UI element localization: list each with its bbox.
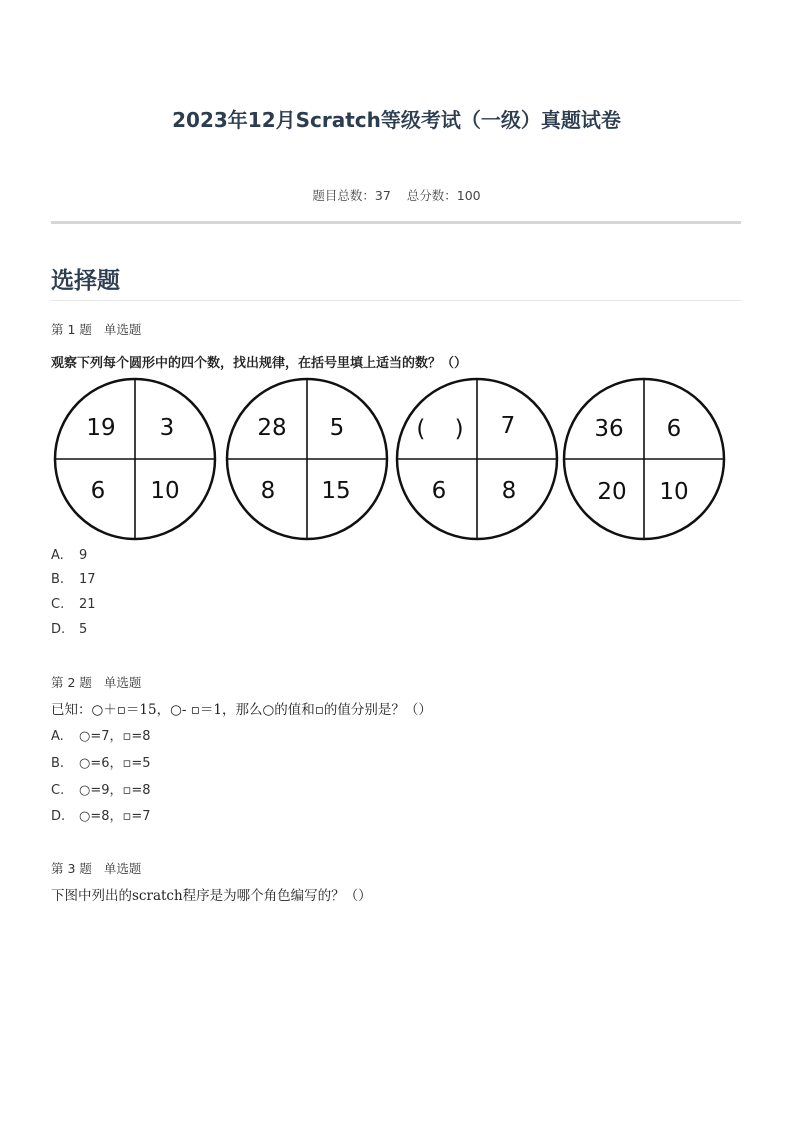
- question-2-text: 已知：○＋▫＝15，○- ▫＝1，那么○的值和▫的值分别是？（）: [51, 702, 432, 718]
- option-label: B.: [51, 756, 65, 771]
- circle-3-top-right: 7: [500, 413, 516, 439]
- question-2-number: 第 2 题: [51, 675, 92, 690]
- header-divider: [51, 221, 741, 224]
- option-text: 9: [79, 548, 88, 563]
- circle-4-top-right: 6: [666, 416, 682, 442]
- option-text: 21: [79, 597, 96, 612]
- total-score: 总分数：100: [406, 188, 481, 203]
- total-questions: 题目总数：37: [312, 188, 391, 203]
- question-2-header: [51, 673, 141, 691]
- circle-4: [564, 379, 724, 539]
- number-circles-figure: [52, 376, 732, 546]
- option-text: 5: [79, 622, 88, 637]
- option-text: ○=8，▫=7: [79, 809, 151, 824]
- question-3-header: [51, 859, 141, 877]
- circle-1-bottom-right: 10: [150, 478, 180, 504]
- question-1-number: 第 1 题: [51, 322, 92, 337]
- question-1-option-d[interactable]: [51, 622, 87, 637]
- exam-meta: [0, 186, 793, 204]
- question-1-option-c[interactable]: [51, 597, 96, 612]
- circle-1-top-left: 19: [86, 415, 116, 441]
- circle-2-bottom-left: 8: [260, 478, 276, 504]
- question-2-type: 单选题: [103, 675, 142, 690]
- number-circles-svg: [52, 376, 732, 542]
- exam-title: 2023年12月Scratch等级考试（一级）真题试卷: [172, 108, 621, 132]
- option-label: D.: [51, 622, 66, 637]
- option-label: D.: [51, 809, 66, 824]
- circle-4-top-left: 36: [594, 416, 624, 442]
- option-label: A.: [51, 548, 64, 563]
- section-title: 选择题: [51, 268, 120, 294]
- question-1-option-a[interactable]: [51, 548, 87, 563]
- circle-3-bottom-left: 6: [431, 478, 447, 504]
- circle-2-top-left: 28: [257, 415, 287, 441]
- circle-4-bottom-left: 20: [597, 479, 627, 505]
- option-text: ○=7，▫=8: [79, 729, 151, 744]
- circle-1: [55, 379, 215, 539]
- option-text: ○=6，▫=5: [79, 756, 151, 771]
- section-divider: [51, 300, 741, 301]
- question-3-type: 单选题: [103, 861, 142, 876]
- question-1-header: [51, 320, 141, 338]
- circle-2-top-right: 5: [329, 415, 345, 441]
- option-label: C.: [51, 597, 65, 612]
- circle-2-bottom-right: 15: [321, 478, 351, 504]
- circle-1-top-right: 3: [159, 415, 175, 441]
- circle-1-bottom-left: 6: [90, 478, 106, 504]
- question-1-option-b[interactable]: [51, 572, 96, 587]
- question-2-option-c[interactable]: [51, 779, 150, 798]
- option-text: ○=9，▫=8: [79, 783, 151, 798]
- question-2-option-a[interactable]: [51, 725, 150, 744]
- circle-2: [227, 379, 387, 539]
- question-2-option-b[interactable]: [51, 752, 150, 771]
- option-label: B.: [51, 572, 65, 587]
- circle-3-bottom-right: 8: [501, 478, 517, 504]
- question-1-text: 观察下列每个圆形中的四个数，找出规律，在括号里填上适当的数？（）: [51, 356, 468, 371]
- circle-3-top-left-blank: ( ): [416, 416, 464, 442]
- option-text: 17: [79, 572, 96, 587]
- circle-4-bottom-right: 10: [659, 479, 689, 505]
- circle-3: [397, 379, 557, 539]
- option-label: A.: [51, 729, 64, 744]
- option-label: C.: [51, 783, 65, 798]
- question-3-text: 下图中列出的scratch程序是为哪个角色编写的？（）: [51, 888, 372, 904]
- question-1-type: 单选题: [103, 322, 142, 337]
- question-3-number: 第 3 题: [51, 861, 92, 876]
- question-2-option-d[interactable]: [51, 805, 150, 824]
